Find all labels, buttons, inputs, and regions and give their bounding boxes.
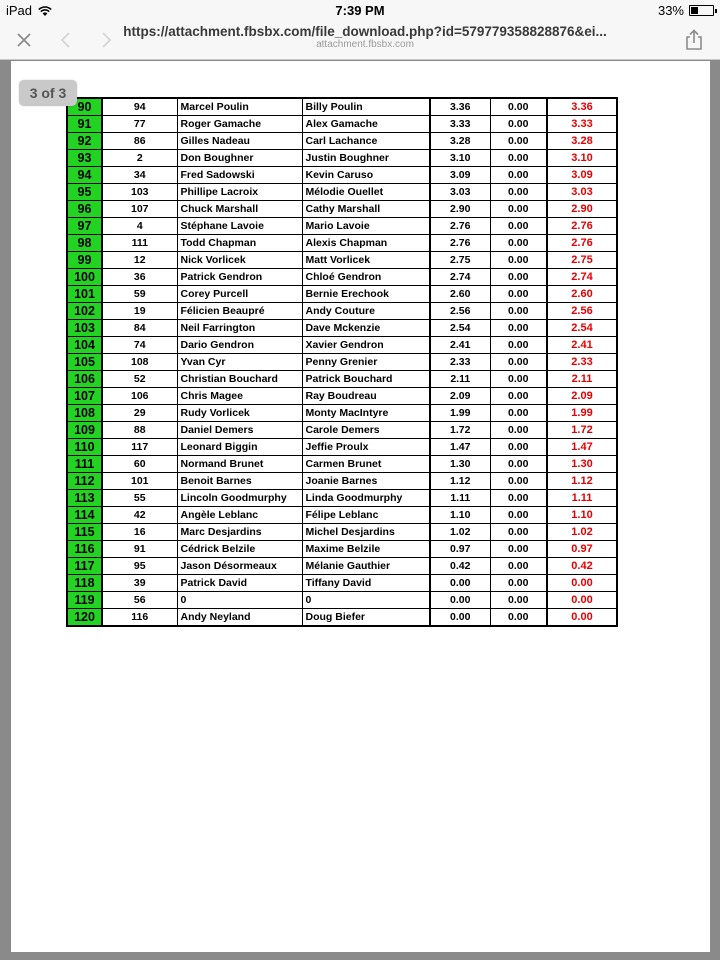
- score2-cell: 0.00: [490, 371, 547, 388]
- score1-cell: 2.75: [430, 252, 490, 269]
- score2-cell: 0.00: [490, 541, 547, 558]
- total-cell: 2.56: [547, 303, 617, 320]
- player2-cell: Alex Gamache: [302, 116, 430, 133]
- player2-cell: Chloé Gendron: [302, 269, 430, 286]
- player1-cell: Stéphane Lavoie: [177, 218, 302, 235]
- forward-button[interactable]: [94, 28, 118, 52]
- rank-cell: 118: [67, 575, 102, 592]
- player1-cell: Neil Farrington: [177, 320, 302, 337]
- rank-cell: 102: [67, 303, 102, 320]
- rank-cell: 95: [67, 184, 102, 201]
- player1-cell: Gilles Nadeau: [177, 133, 302, 150]
- score2-cell: 0.00: [490, 184, 547, 201]
- score2-cell: 0.00: [490, 320, 547, 337]
- score2-cell: 0.00: [490, 507, 547, 524]
- rank-cell: 115: [67, 524, 102, 541]
- number-cell: 55: [102, 490, 177, 507]
- player1-cell: Benoit Barnes: [177, 473, 302, 490]
- score1-cell: 0.00: [430, 575, 490, 592]
- player1-cell: Don Boughner: [177, 150, 302, 167]
- player2-cell: Michel Desjardins: [302, 524, 430, 541]
- player1-cell: Roger Gamache: [177, 116, 302, 133]
- total-cell: 1.47: [547, 439, 617, 456]
- player1-cell: Daniel Demers: [177, 422, 302, 439]
- total-cell: 0.00: [547, 592, 617, 609]
- rank-cell: 103: [67, 320, 102, 337]
- total-cell: 1.99: [547, 405, 617, 422]
- player2-cell: Jeffie Proulx: [302, 439, 430, 456]
- number-cell: 60: [102, 456, 177, 473]
- player2-cell: Billy Poulin: [302, 98, 430, 116]
- score2-cell: 0.00: [490, 252, 547, 269]
- player1-cell: Jason Désormeaux: [177, 558, 302, 575]
- score2-cell: 0.00: [490, 575, 547, 592]
- number-cell: 108: [102, 354, 177, 371]
- score1-cell: 2.11: [430, 371, 490, 388]
- score2-cell: 0.00: [490, 116, 547, 133]
- player1-cell: Leonard Biggin: [177, 439, 302, 456]
- number-cell: 16: [102, 524, 177, 541]
- total-cell: 1.12: [547, 473, 617, 490]
- number-cell: 84: [102, 320, 177, 337]
- score2-cell: 0.00: [490, 167, 547, 184]
- player1-cell: Félicien Beaupré: [177, 303, 302, 320]
- rank-cell: 120: [67, 609, 102, 627]
- total-cell: 0.97: [547, 541, 617, 558]
- table-row: [67, 473, 617, 490]
- player1-cell: Todd Chapman: [177, 235, 302, 252]
- url-domain: attachment.fbsbx.com: [316, 39, 414, 50]
- number-cell: 117: [102, 439, 177, 456]
- total-cell: 2.41: [547, 337, 617, 354]
- table-row: [67, 269, 617, 286]
- score1-cell: 2.76: [430, 218, 490, 235]
- table-row: [67, 286, 617, 303]
- table-row: [67, 218, 617, 235]
- score1-cell: 2.60: [430, 286, 490, 303]
- rank-cell: 101: [67, 286, 102, 303]
- total-cell: 2.76: [547, 218, 617, 235]
- player2-cell: Linda Goodmurphy: [302, 490, 430, 507]
- total-cell: 3.33: [547, 116, 617, 133]
- number-cell: 94: [102, 98, 177, 116]
- number-cell: 77: [102, 116, 177, 133]
- player2-cell: Andy Couture: [302, 303, 430, 320]
- rank-cell: 97: [67, 218, 102, 235]
- battery-fill: [691, 7, 698, 14]
- player1-cell: Patrick David: [177, 575, 302, 592]
- score1-cell: 0.00: [430, 592, 490, 609]
- rank-cell: 105: [67, 354, 102, 371]
- total-cell: 2.33: [547, 354, 617, 371]
- number-cell: 86: [102, 133, 177, 150]
- player1-cell: Chris Magee: [177, 388, 302, 405]
- number-cell: 91: [102, 541, 177, 558]
- chevron-left-icon: [59, 31, 73, 49]
- player2-cell: Bernie Erechook: [302, 286, 430, 303]
- device-name: iPad: [6, 3, 33, 18]
- number-cell: 106: [102, 388, 177, 405]
- total-cell: 2.76: [547, 235, 617, 252]
- rank-cell: 113: [67, 490, 102, 507]
- score1-cell: 3.10: [430, 150, 490, 167]
- share-button[interactable]: [682, 28, 706, 52]
- battery-icon: [689, 5, 714, 16]
- player1-cell: Yvan Cyr: [177, 354, 302, 371]
- url-text: https://attachment.fbsbx.com/file_download.php?id=579779358828876&ei...: [123, 24, 607, 39]
- score1-cell: 2.76: [430, 235, 490, 252]
- rank-cell: 93: [67, 150, 102, 167]
- score1-cell: 2.33: [430, 354, 490, 371]
- number-cell: 2: [102, 150, 177, 167]
- score1-cell: 1.47: [430, 439, 490, 456]
- number-cell: 88: [102, 422, 177, 439]
- total-cell: 3.28: [547, 133, 617, 150]
- player2-cell: Carmen Brunet: [302, 456, 430, 473]
- score2-cell: 0.00: [490, 286, 547, 303]
- number-cell: 101: [102, 473, 177, 490]
- number-cell: 103: [102, 184, 177, 201]
- table-row: [67, 388, 617, 405]
- table-row: [67, 592, 617, 609]
- number-cell: 95: [102, 558, 177, 575]
- total-cell: 1.30: [547, 456, 617, 473]
- total-cell: 2.75: [547, 252, 617, 269]
- rank-cell: 107: [67, 388, 102, 405]
- player2-cell: Félipe Leblanc: [302, 507, 430, 524]
- close-button[interactable]: [12, 28, 36, 52]
- rank-cell: 109: [67, 422, 102, 439]
- player2-cell: Mélanie Gauthier: [302, 558, 430, 575]
- player2-cell: Maxime Belzile: [302, 541, 430, 558]
- table-row: [67, 405, 617, 422]
- player2-cell: Tiffany David: [302, 575, 430, 592]
- player1-cell: Andy Neyland: [177, 609, 302, 627]
- player1-cell: Fred Sadowski: [177, 167, 302, 184]
- score2-cell: 0.00: [490, 592, 547, 609]
- table-row: [67, 524, 617, 541]
- score1-cell: 1.02: [430, 524, 490, 541]
- table-row: [67, 541, 617, 558]
- total-cell: 3.36: [547, 98, 617, 116]
- standings-table: [66, 97, 618, 627]
- score2-cell: 0.00: [490, 150, 547, 167]
- table-row: [67, 303, 617, 320]
- rank-cell: 100: [67, 269, 102, 286]
- table-row: [67, 439, 617, 456]
- browser-nav-bar: [0, 20, 720, 60]
- page-indicator: 3 of 3: [19, 80, 77, 106]
- total-cell: 3.09: [547, 167, 617, 184]
- player1-cell: Chuck Marshall: [177, 201, 302, 218]
- table-row: [67, 167, 617, 184]
- rank-cell: 114: [67, 507, 102, 524]
- score2-cell: 0.00: [490, 456, 547, 473]
- player1-cell: Marcel Poulin: [177, 98, 302, 116]
- player1-cell: Nick Vorlicek: [177, 252, 302, 269]
- total-cell: 1.10: [547, 507, 617, 524]
- total-cell: 0.00: [547, 575, 617, 592]
- score2-cell: 0.00: [490, 490, 547, 507]
- score2-cell: 0.00: [490, 439, 547, 456]
- total-cell: 0.00: [547, 609, 617, 627]
- rank-cell: 98: [67, 235, 102, 252]
- number-cell: 59: [102, 286, 177, 303]
- player1-cell: Patrick Gendron: [177, 269, 302, 286]
- table-row: [67, 371, 617, 388]
- score2-cell: 0.00: [490, 422, 547, 439]
- total-cell: 2.11: [547, 371, 617, 388]
- status-right: [658, 3, 714, 18]
- number-cell: 74: [102, 337, 177, 354]
- player2-cell: Ray Boudreau: [302, 388, 430, 405]
- score2-cell: 0.00: [490, 235, 547, 252]
- score1-cell: 1.30: [430, 456, 490, 473]
- player2-cell: Joanie Barnes: [302, 473, 430, 490]
- player2-cell: Xavier Gendron: [302, 337, 430, 354]
- score1-cell: 2.41: [430, 337, 490, 354]
- player2-cell: Mélodie Ouellet: [302, 184, 430, 201]
- table-row: [67, 116, 617, 133]
- number-cell: 36: [102, 269, 177, 286]
- score1-cell: 0.97: [430, 541, 490, 558]
- number-cell: 12: [102, 252, 177, 269]
- table-row: [67, 98, 617, 116]
- player2-cell: Carl Lachance: [302, 133, 430, 150]
- rank-cell: 106: [67, 371, 102, 388]
- score1-cell: 2.74: [430, 269, 490, 286]
- player1-cell: Rudy Vorlicek: [177, 405, 302, 422]
- table-row: [67, 558, 617, 575]
- rank-cell: 104: [67, 337, 102, 354]
- total-cell: 1.72: [547, 422, 617, 439]
- score2-cell: 0.00: [490, 218, 547, 235]
- player2-cell: Alexis Chapman: [302, 235, 430, 252]
- number-cell: 116: [102, 609, 177, 627]
- total-cell: 0.42: [547, 558, 617, 575]
- total-cell: 1.11: [547, 490, 617, 507]
- score1-cell: 2.56: [430, 303, 490, 320]
- total-cell: 2.90: [547, 201, 617, 218]
- score1-cell: 3.33: [430, 116, 490, 133]
- score2-cell: 0.00: [490, 354, 547, 371]
- player1-cell: 0: [177, 592, 302, 609]
- player2-cell: Justin Boughner: [302, 150, 430, 167]
- player1-cell: Christian Bouchard: [177, 371, 302, 388]
- number-cell: 4: [102, 218, 177, 235]
- player1-cell: Normand Brunet: [177, 456, 302, 473]
- battery-percent: 33%: [657, 3, 684, 18]
- close-icon: [15, 31, 33, 49]
- score1-cell: 1.10: [430, 507, 490, 524]
- rank-cell: 108: [67, 405, 102, 422]
- score1-cell: 1.72: [430, 422, 490, 439]
- score1-cell: 1.99: [430, 405, 490, 422]
- number-cell: 56: [102, 592, 177, 609]
- score2-cell: 0.00: [490, 303, 547, 320]
- total-cell: 3.10: [547, 150, 617, 167]
- score2-cell: 0.00: [490, 388, 547, 405]
- rank-cell: 112: [67, 473, 102, 490]
- number-cell: 34: [102, 167, 177, 184]
- player1-cell: Dario Gendron: [177, 337, 302, 354]
- player2-cell: Carole Demers: [302, 422, 430, 439]
- player2-cell: Mario Lavoie: [302, 218, 430, 235]
- table-row: [67, 320, 617, 337]
- player2-cell: Patrick Bouchard: [302, 371, 430, 388]
- player2-cell: 0: [302, 592, 430, 609]
- table-row: [67, 354, 617, 371]
- table-row: [67, 235, 617, 252]
- score2-cell: 0.00: [490, 133, 547, 150]
- rank-cell: 119: [67, 592, 102, 609]
- table-row: [67, 337, 617, 354]
- player1-cell: Cédrick Belzile: [177, 541, 302, 558]
- score2-cell: 0.00: [490, 269, 547, 286]
- score2-cell: 0.00: [490, 558, 547, 575]
- table-row: [67, 252, 617, 269]
- score2-cell: 0.00: [490, 98, 547, 116]
- player2-cell: Doug Biefer: [302, 609, 430, 627]
- score2-cell: 0.00: [490, 337, 547, 354]
- number-cell: 107: [102, 201, 177, 218]
- rank-cell: 94: [67, 167, 102, 184]
- score1-cell: 1.12: [430, 473, 490, 490]
- score1-cell: 3.03: [430, 184, 490, 201]
- rank-cell: 99: [67, 252, 102, 269]
- total-cell: 2.74: [547, 269, 617, 286]
- table-row: [67, 150, 617, 167]
- table-row: [67, 609, 617, 627]
- total-cell: 2.60: [547, 286, 617, 303]
- number-cell: 111: [102, 235, 177, 252]
- player1-cell: Marc Desjardins: [177, 524, 302, 541]
- score1-cell: 2.54: [430, 320, 490, 337]
- number-cell: 29: [102, 405, 177, 422]
- rank-cell: 117: [67, 558, 102, 575]
- table-row: [67, 133, 617, 150]
- table-row: [67, 507, 617, 524]
- table-row: [67, 456, 617, 473]
- number-cell: 39: [102, 575, 177, 592]
- status-time: 7:39 PM: [335, 3, 385, 18]
- share-icon: [684, 29, 704, 51]
- url-display[interactable]: [120, 24, 610, 50]
- rank-cell: 110: [67, 439, 102, 456]
- player1-cell: Lincoln Goodmurphy: [177, 490, 302, 507]
- table-row: [67, 575, 617, 592]
- score1-cell: 0.42: [430, 558, 490, 575]
- table-row: [67, 490, 617, 507]
- rank-cell: 111: [67, 456, 102, 473]
- rank-cell: 91: [67, 116, 102, 133]
- status-bar: [0, 0, 720, 20]
- total-cell: 2.54: [547, 320, 617, 337]
- score1-cell: 0.00: [430, 609, 490, 627]
- table-row: [67, 201, 617, 218]
- rank-cell: 96: [67, 201, 102, 218]
- score2-cell: 0.00: [490, 473, 547, 490]
- player2-cell: Monty MacIntyre: [302, 405, 430, 422]
- score2-cell: 0.00: [490, 201, 547, 218]
- player2-cell: Kevin Caruso: [302, 167, 430, 184]
- player2-cell: Dave Mckenzie: [302, 320, 430, 337]
- total-cell: 2.09: [547, 388, 617, 405]
- number-cell: 52: [102, 371, 177, 388]
- player1-cell: Corey Purcell: [177, 286, 302, 303]
- score1-cell: 3.09: [430, 167, 490, 184]
- player2-cell: Matt Vorlicek: [302, 252, 430, 269]
- player2-cell: Penny Grenier: [302, 354, 430, 371]
- total-cell: 1.02: [547, 524, 617, 541]
- score2-cell: 0.00: [490, 524, 547, 541]
- number-cell: 42: [102, 507, 177, 524]
- score1-cell: 2.90: [430, 201, 490, 218]
- rank-cell: 90: [67, 98, 102, 116]
- table-row: [67, 422, 617, 439]
- number-cell: 19: [102, 303, 177, 320]
- total-cell: 3.03: [547, 184, 617, 201]
- player1-cell: Phillipe Lacroix: [177, 184, 302, 201]
- score1-cell: 3.36: [430, 98, 490, 116]
- score2-cell: 0.00: [490, 609, 547, 627]
- score1-cell: 2.09: [430, 388, 490, 405]
- score1-cell: 1.11: [430, 490, 490, 507]
- rank-cell: 116: [67, 541, 102, 558]
- table-row: [67, 184, 617, 201]
- player1-cell: Angèle Leblanc: [177, 507, 302, 524]
- score1-cell: 3.28: [430, 133, 490, 150]
- back-button[interactable]: [54, 28, 78, 52]
- rank-cell: 92: [67, 133, 102, 150]
- chevron-right-icon: [99, 31, 113, 49]
- score2-cell: 0.00: [490, 405, 547, 422]
- player2-cell: Cathy Marshall: [302, 201, 430, 218]
